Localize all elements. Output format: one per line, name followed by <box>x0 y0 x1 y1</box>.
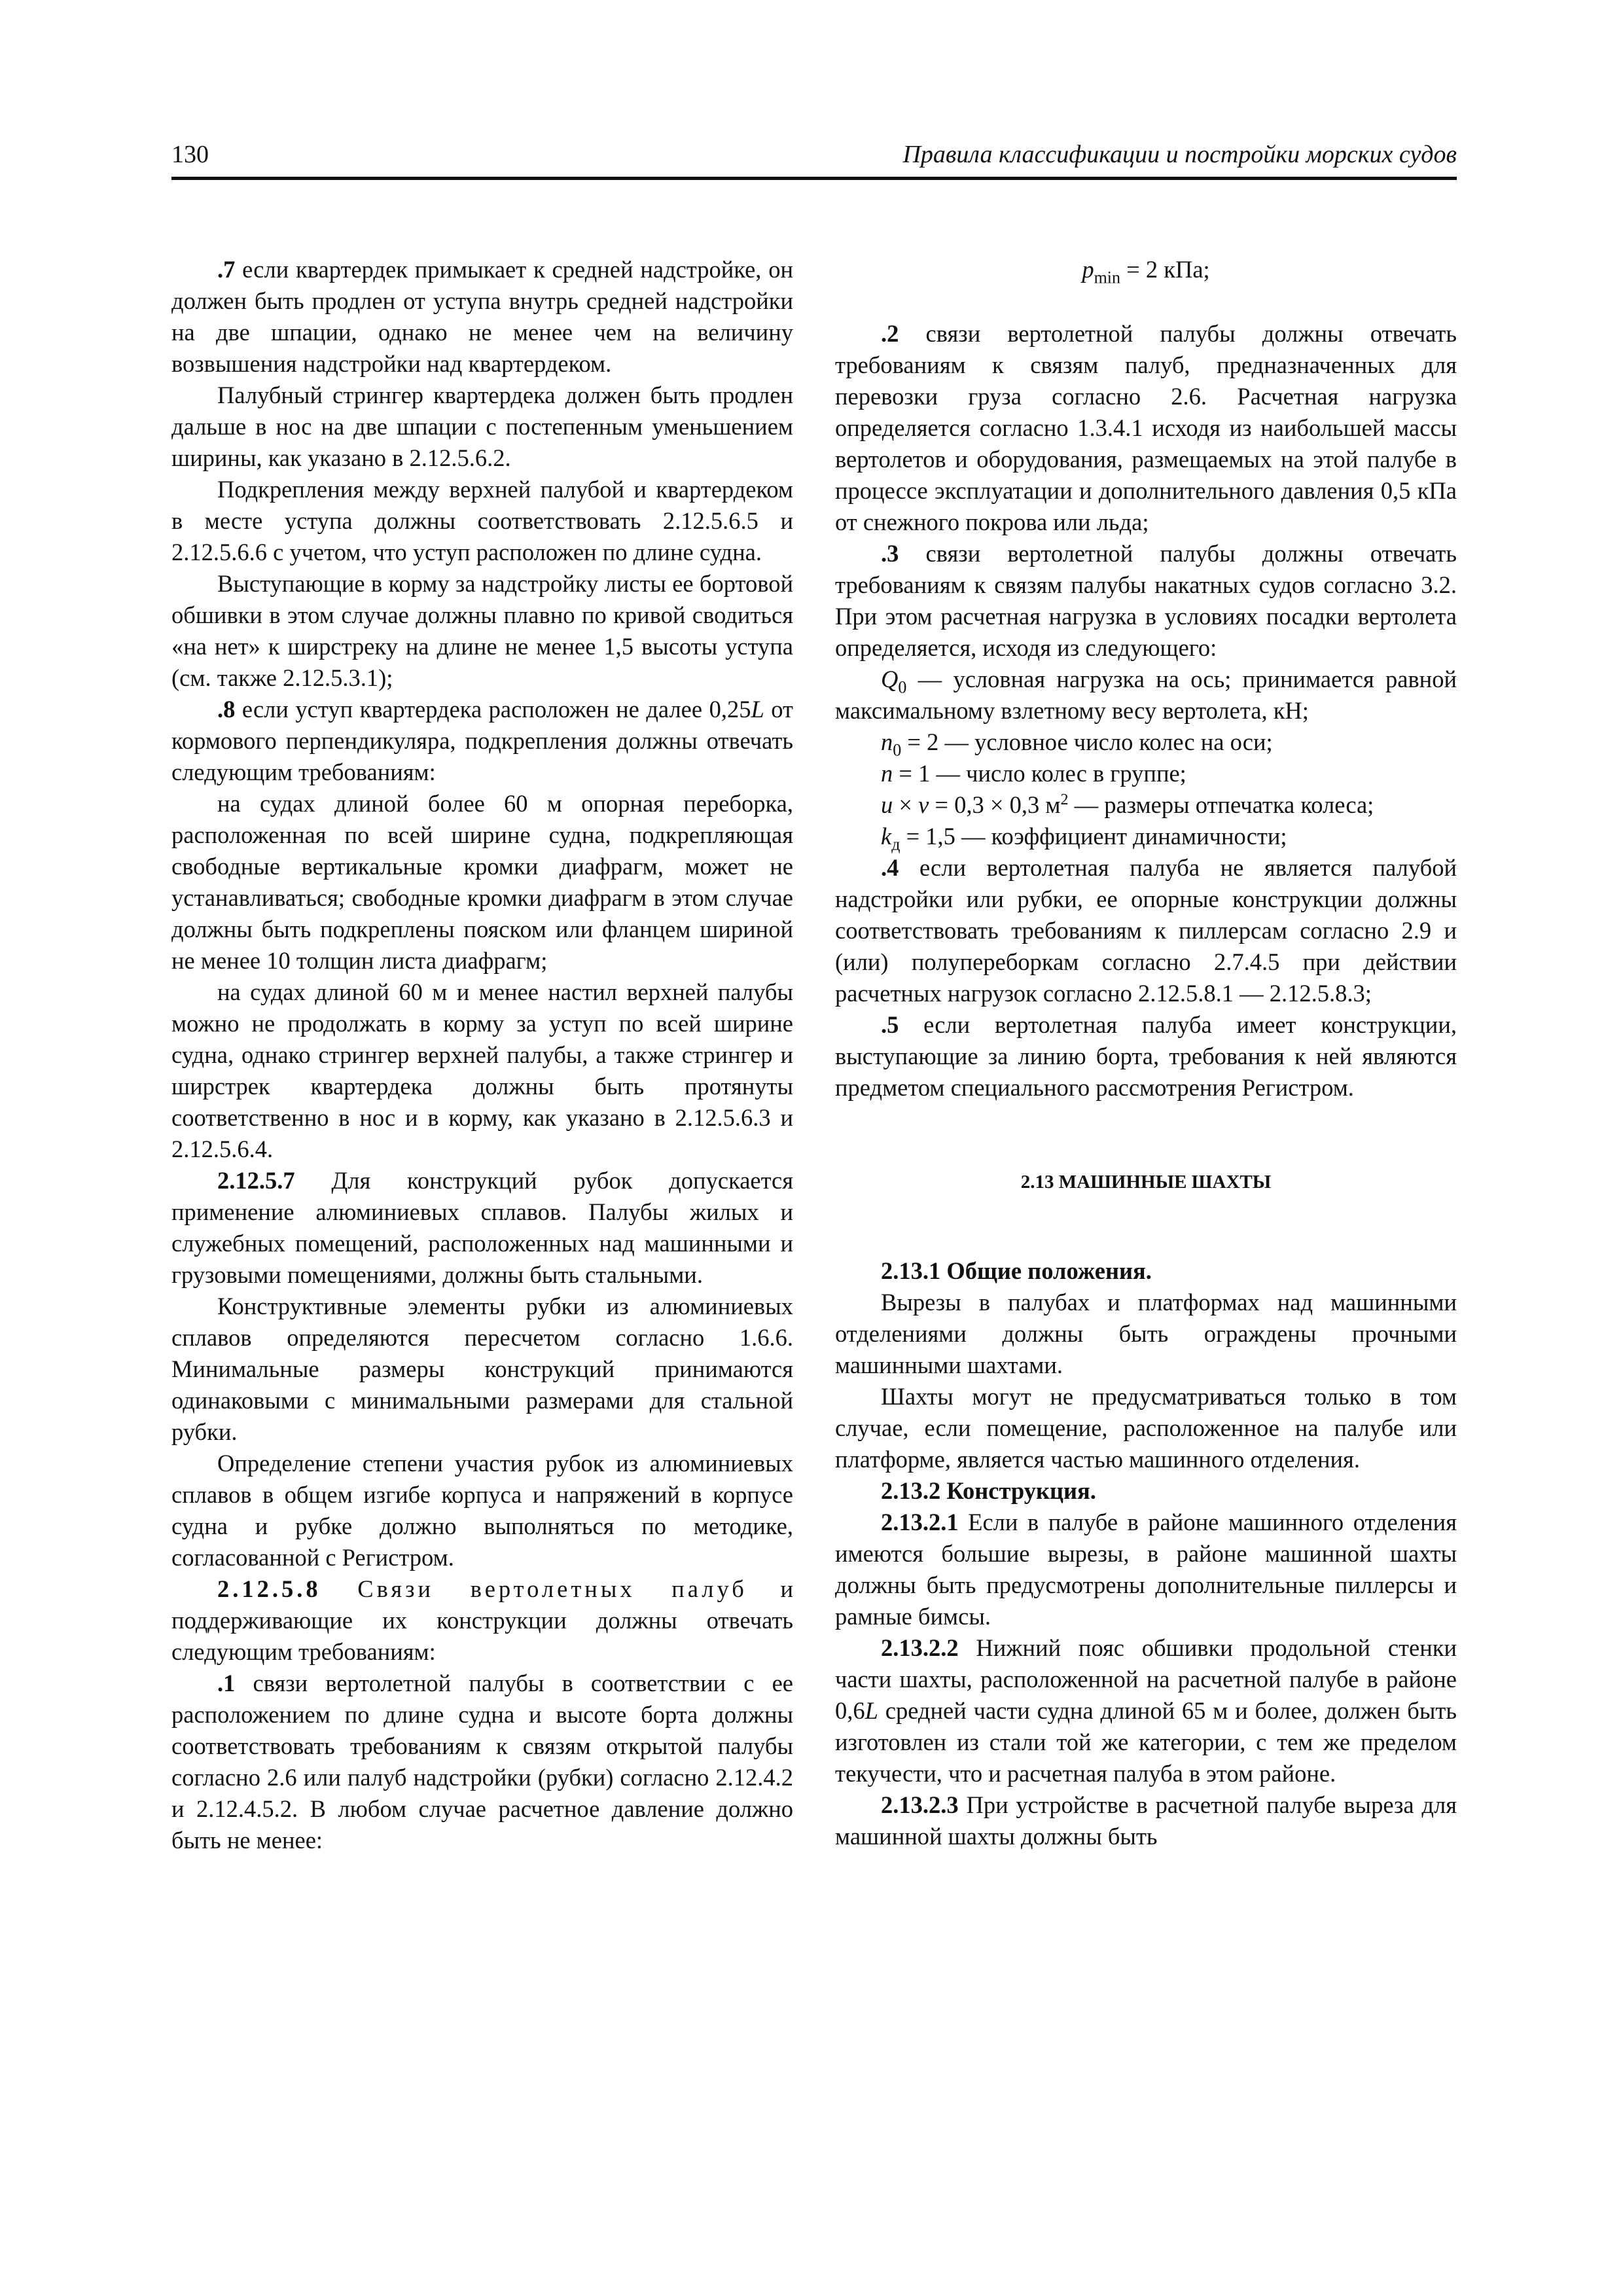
symbol-L: L <box>751 696 764 723</box>
running-title: Правила классификации и постройки морских судов <box>902 141 1457 168</box>
clause-number: 2.12.5.8 <box>217 1575 321 1602</box>
formula-text: = 2 кПа; <box>1120 256 1210 283</box>
paragraph-text: если вертолетная палуба не является палубой надстройки или рубки, ее опорные конструкции должны соответствовать требованиям к пиллерсам согласно 2.9 и (или) полупереборкам согласно 2.7.4.5 при действии расчетных нагрузок согласно 2.12.5.8.1 — 2.12.5.8.3; <box>835 854 1457 1007</box>
page-number: 130 <box>171 141 209 168</box>
paragraph-2-13-2-3 <box>835 1789 1457 1852</box>
symbol-p: p <box>1082 256 1094 283</box>
paragraph-text: если вертолетная палуба имеет конструкции, выступающие за линию борта, требования к ней являются предметом специального рассмотрения Регистром. <box>835 1011 1457 1101</box>
times-sign: × <box>893 791 919 818</box>
paragraph-text: связи вертолетной палубы в соответствии с ее расположением по длине судна и высоте борта должны соответствовать требованиям к связям открытой палубы согласно 2.6 или палуб надстройки (рубки) согласно 2.12.4.2 и 2.12.4.5.2. В любом случае расчетное давление должно быть не менее: <box>171 1670 793 1854</box>
paragraph-text: связи вертолетной палубы должны отвечать требованиям к связям палубы накатных судов согласно 3.2. При этом расчетная нагрузка в условиях посадки вертолета определяется, исходя из следующего: <box>835 540 1457 661</box>
clause-number: 2.12.5.7 <box>217 1167 295 1194</box>
item-number: .4 <box>881 854 899 881</box>
symbol-n: n <box>881 728 893 755</box>
spaced-text: Связи вертолетных палуб <box>321 1575 747 1602</box>
paragraph: Определение степени участия рубок из алюминиевых сплавов в общем изгибе корпуса и напряжений в корпусе судна и рубке должно выполняться по методике, согласованной с Регистром. <box>171 1450 793 1571</box>
item-number: .5 <box>881 1011 899 1038</box>
paragraph-text: средней части судна длиной 65 м и более, должен быть изготовлен из стали той же категории, с тем же пределом текучести, что и расчетная палуба в этом районе. <box>835 1697 1457 1787</box>
paragraph-text: от кормового перпендикуляра, подкрепления должны отвечать следующим требованиям: <box>171 696 793 785</box>
definition-text: — условная нагрузка на ось; принимается равной максимальному взлетному весу вертолета, кН; <box>835 666 1457 724</box>
paragraph: Палубный стрингер квартердека должен быть продлен дальше в нос на две шпации с постепенным уменьшением ширины, как указано в 2.12.5.6.2. <box>171 382 793 471</box>
formula-pmin <box>835 254 1457 285</box>
item-number: .8 <box>217 696 236 723</box>
subscript: 0 <box>898 677 907 697</box>
paragraph-text: Для конструкций рубок допускается применение алюминиевых сплавов. Палубы жилых и служебных помещений, расположенных над машинными и грузовыми помещениями, должны быть стальными. <box>171 1167 793 1288</box>
clause-number: 2.13.2.2 <box>881 1634 959 1661</box>
paragraph-2-13-2-2 <box>835 1632 1457 1789</box>
symbol-n: n <box>881 760 893 787</box>
symbol-L: L <box>865 1697 878 1724</box>
paragraph-text: если уступ квартердека расположен не далее 0,25 <box>235 696 751 723</box>
item-number: .2 <box>881 320 899 347</box>
paragraph-2 <box>835 318 1457 538</box>
paragraph-3 <box>835 538 1457 664</box>
subsection-title: 2.13.1 Общие положения. <box>881 1257 1152 1284</box>
paragraph-text: Нижний пояс обшивки продольной стенки части шахты, расположенной на расчетной палубе в районе 0,6 <box>835 1634 1457 1724</box>
paragraph-7 <box>171 254 793 380</box>
paragraph: Подкрепления между верхней палубой и квартердеком в месте уступа должны соответствовать 2.12.5.6.5 и 2.12.5.6.6 с учетом, что уступ расположен по длине судна. <box>171 476 793 565</box>
paragraph: Конструктивные элементы рубки из алюминиевых сплавов определяются пересчетом согласно 1.6.6. Минимальные размеры конструкций принимаются одинаковыми с минимальными размерами для стальной рубки. <box>171 1293 793 1445</box>
paragraph: на судах длиной более 60 м опорная переборка, расположенная по всей ширине судна, подкрепляющая свободные вертикальные кромки диафрагм, может не устанавливаться; свободные кромки диафрагм в этом случае должны быть подкреплены пояском или фланцем шириной не менее 10 толщин листа диафрагм; <box>171 790 793 974</box>
definition-text: = 1,5 — коэффициент динамичности; <box>900 823 1287 850</box>
subsection-heading <box>835 1475 1457 1507</box>
definition-n0 <box>835 726 1457 758</box>
paragraph-text: При устройстве в расчетной палубе выреза для машинной шахты должны быть <box>835 1791 1457 1850</box>
subscript: min <box>1094 268 1121 287</box>
paragraph: Выступающие в корму за надстройку листы ее бортовой обшивки в этом случае должны плавно по кривой сводиться «на нет» к ширстреку на длине не менее 1,5 высоты уступа (см. также 2.12.5.3.1); <box>171 570 793 691</box>
paragraph-text: если квартердек примыкает к средней надстройке, он должен быть продлен от уступа внутрь средней надстройки на две шпации, однако не менее чем на величину возвышения надстройки над квартердеком. <box>171 256 793 377</box>
paragraph-2-12-5-8 <box>171 1573 793 1668</box>
definition-text: = 2 — условное число колес на оси; <box>901 728 1273 755</box>
item-number: .3 <box>881 540 899 567</box>
paragraph-text: связи вертолетной палубы должны отвечать требованиям к связям палуб, предназначенных для перевозки груза согласно 2.6. Расчетная нагрузка определяется согласно 1.3.4.1 исходя из наибольшей массы вертолетов и оборудования, размещаемых на этой палубе в процессе эксплуатации и дополнительного давления 0,5 кПа от снежного покрова или льда; <box>835 320 1457 535</box>
definition-kd <box>835 821 1457 852</box>
paragraph: Шахты могут не предусматриваться только в том случае, если помещение, расположенное на палубе или платформе, является частью машинного отделения. <box>835 1383 1457 1473</box>
definition-n <box>835 758 1457 789</box>
paragraph-text: Если в палубе в районе машинного отделения имеются большие вырезы, в районе машинной шахты должны быть предусмотрены дополнительные пиллерсы и рамные бимсы. <box>835 1509 1457 1630</box>
subsection-title: 2.13.2 Конструкция. <box>881 1477 1096 1504</box>
definition-q0 <box>835 664 1457 726</box>
definition-text: = 1 — число колес в группе; <box>893 760 1186 787</box>
subsection-heading <box>835 1255 1457 1287</box>
header-rule <box>171 177 1457 180</box>
definition-text: — размеры отпечатка колеса; <box>1068 791 1374 818</box>
paragraph-1 <box>171 1668 793 1856</box>
definition-uv <box>835 789 1457 821</box>
page-header <box>171 140 1457 179</box>
paragraph-8 <box>171 694 793 788</box>
definition-text: = 0,3 × 0,3 м <box>929 791 1061 818</box>
item-number: .7 <box>217 256 236 283</box>
symbol-u: u <box>881 791 893 818</box>
left-column <box>171 254 793 1856</box>
paragraph-text: и поддерживающие их конструкции должны отвечать следующим требованиям: <box>171 1575 793 1665</box>
subscript: 0 <box>893 740 902 760</box>
paragraph: Вырезы в палубах и платформах над машинными отделениями должны быть ограждены прочными машинными шахтами. <box>835 1289 1457 1378</box>
section-title: 2.13 МАШИННЫЕ ШАХТЫ <box>1020 1172 1272 1193</box>
right-column <box>835 254 1457 1852</box>
clause-number: 2.13.2.3 <box>881 1791 959 1818</box>
superscript: 2 <box>1060 791 1069 808</box>
item-number: .1 <box>217 1670 236 1696</box>
paragraph-5 <box>835 1009 1457 1103</box>
symbol-q: Q <box>881 666 899 692</box>
symbol-k: k <box>881 823 892 850</box>
paragraph: на судах длиной 60 м и менее настил верхней палубы можно не продолжать в корму за уступ по всей ширине судна, однако стрингер верхней палубы, а также стрингер и ширстрек квартердека должны быть протянуты соответственно в нос и в корму, как указано в 2.12.5.6.3 и 2.12.5.6.4. <box>171 978 793 1162</box>
symbol-v: v <box>918 791 929 818</box>
clause-number: 2.13.2.1 <box>881 1509 959 1535</box>
paragraph-2-13-2-1 <box>835 1507 1457 1632</box>
subscript: д <box>891 834 901 854</box>
paragraph-2-12-5-7 <box>171 1165 793 1291</box>
paragraph-4 <box>835 852 1457 1009</box>
